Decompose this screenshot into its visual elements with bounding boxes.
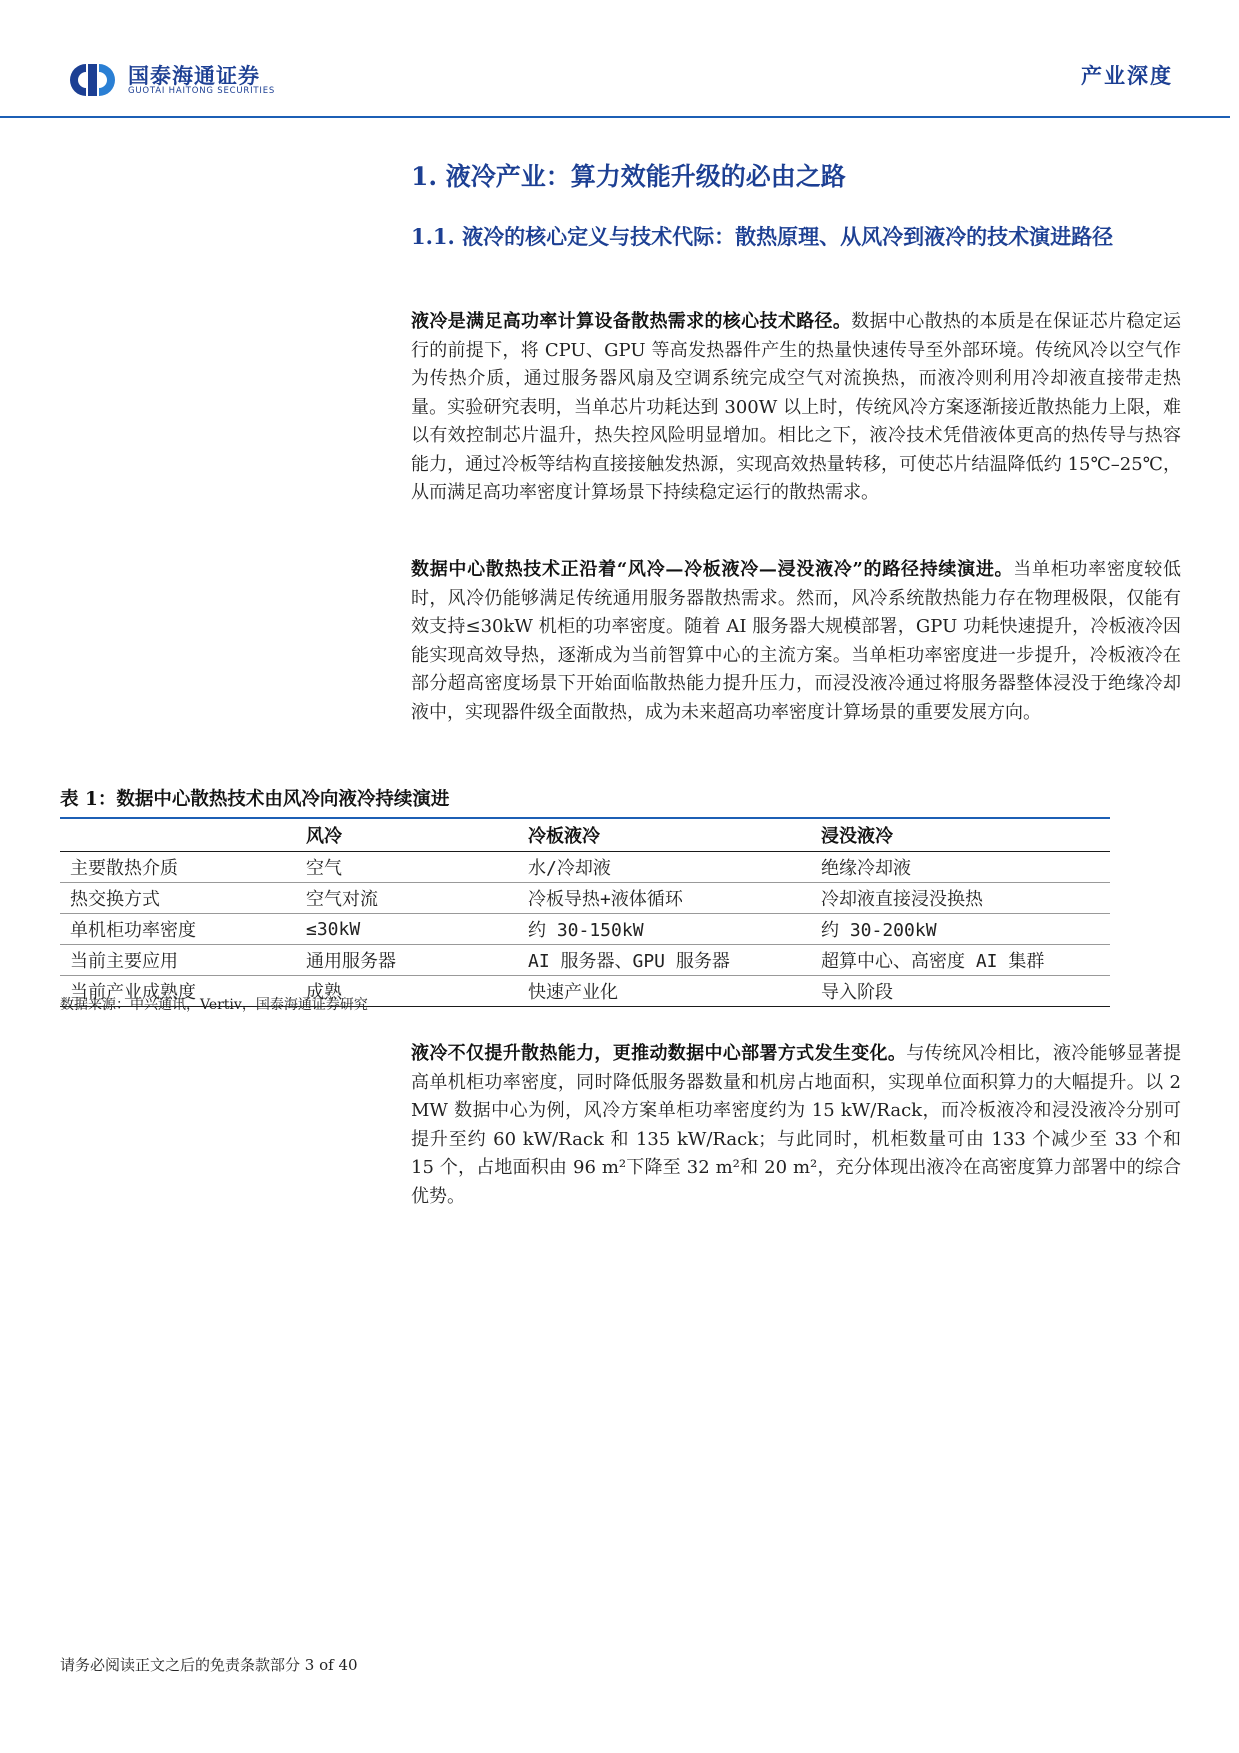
table-header-cell [60,818,296,852]
table-cell: 约 30-200kW [811,914,1110,945]
table-header-cell: 浸没液冷 [821,826,893,847]
table-cell: 通用服务器 [296,945,518,976]
table-cell: 主要散热介质 [60,852,296,883]
brand-name-en: GUOTAI HAITONG SECURITIES [128,86,276,96]
table-cell: 空气对流 [296,883,518,914]
table-cell: 热交换方式 [60,883,296,914]
page-number: 3 of 40 [304,1656,358,1674]
table-cell: 快速产业化 [518,976,811,1007]
table-source: 数据来源：中兴通讯，Vertiv，国泰海通证券研究 [60,997,368,1013]
table-cell: 水/冷却液 [518,852,811,883]
table-header-cell: 风冷 [306,826,342,847]
paragraph-3 [411,1040,1181,1211]
page-header [0,0,1239,120]
subsection-heading: 1.1. 液冷的核心定义与技术代际：散热原理、从风冷到液冷的技术演进路径 [411,224,1114,249]
table-cell: 导入阶段 [811,976,1110,1007]
table-cell: 冷板导热+液体循环 [518,883,811,914]
footer-disclaimer: 请务必阅读正文之后的免责条款部分 [60,1656,301,1674]
table-cell: 成熟 [296,976,518,1007]
section-heading: 1. 液冷产业：算力效能升级的必由之路 [411,162,846,191]
table-row [60,852,1110,883]
table-row [60,883,1110,914]
table-cell: 冷却液直接浸没换热 [811,883,1110,914]
table-row [60,945,1110,976]
header-divider [0,116,1230,118]
brand-name-cn: 国泰海通证券 [128,64,260,88]
table-cell: 单机柜功率密度 [60,914,296,945]
paragraph-body: 与传统风冷相比，液冷能够显著提高单机柜功率密度，同时降低服务器数量和机房占地面积，实现单位面积算力的大幅提升。以 2 MW 数据中心为例，风冷方案单柜功率密度约为 15 kW/Rack，而冷板液冷和浸没液冷分别可提升至约 60 kW/Rack 和 135 kW/Rack；与此同时，机柜数量可由 133 个减少至 33 个和 15 个，占地面积由 96 m²下降至 32 m²和 20 m²，充分体现出液冷在高密度算力部署中的综合优势。 [411,1043,1181,1207]
table-title: 表 1：数据中心散热技术由风冷向液冷持续演进 [60,789,450,810]
table-cell: 绝缘冷却液 [811,852,1110,883]
paragraph-body: 当单柜功率密度较低时，风冷仍能够满足传统通用服务器散热需求。然而，风冷系统散热能力存在物理极限，仅能有效支持≤30kW 机柜的功率密度。随着 AI 服务器大规模部署，GPU 功耗快速提升，冷板液冷因能实现高效导热，逐渐成为当前智算中心的主流方案。当单柜功率密度进一步提升，冷板液冷在部分超高密度场景下开始面临散热能力提升压力，而浸没液冷通过将服务器整体浸没于绝缘冷却液中，实现器件级全面散热，成为未来超高功率密度计算场景的重要发展方向。 [411,559,1181,723]
table-cell: 空气 [296,852,518,883]
company-logo-icon [68,62,118,98]
document-type-label: 产业深度 [1081,64,1173,88]
table-cell: 超算中心、高密度 AI 集群 [811,945,1110,976]
table-header-cell: 冷板液冷 [528,826,600,847]
page-footer [60,1654,358,1675]
table-header-row [60,818,1110,852]
table-cell: 约 30-150kW [518,914,811,945]
table-cell: 当前主要应用 [60,945,296,976]
paragraph-lead: 数据中心散热技术正沿着“风冷—冷板液冷—浸没液冷”的路径持续演进。 [411,559,1014,580]
paragraph-lead: 液冷是满足高功率计算设备散热需求的核心技术路径。 [411,311,852,332]
paragraph-1 [411,308,1181,508]
paragraph-body: 数据中心散热的本质是在保证芯片稳定运行的前提下，将 CPU、GPU 等高发热器件产生的热量快速传导至外部环境。传统风冷以空气作为传热介质，通过服务器风扇及空调系统完成空气对流换热，而液冷则利用冷却液直接带走热量。实验研究表明，当单芯片功耗达到 300W 以上时，传统风冷方案逐渐接近散热能力上限，难以有效控制芯片温升，热失控风险明显增加。相比之下，液冷技术凭借液体更高的热传导与热容能力，通过冷板等结构直接接触发热源，实现高效热量转移，可使芯片结温降低约 15℃–25℃，从而满足高功率密度计算场景下持续稳定运行的散热需求。 [411,311,1182,503]
table-cell: 当前产业成熟度 [60,976,296,1007]
table-row [60,914,1110,945]
table-cell: AI 服务器、GPU 服务器 [518,945,811,976]
paragraph-lead: 液冷不仅提升散热能力，更推动数据中心部署方式发生变化。 [411,1043,907,1064]
paragraph-2 [411,556,1181,727]
table-cell: ≤30kW [296,914,518,945]
cooling-tech-table [60,817,1110,1007]
